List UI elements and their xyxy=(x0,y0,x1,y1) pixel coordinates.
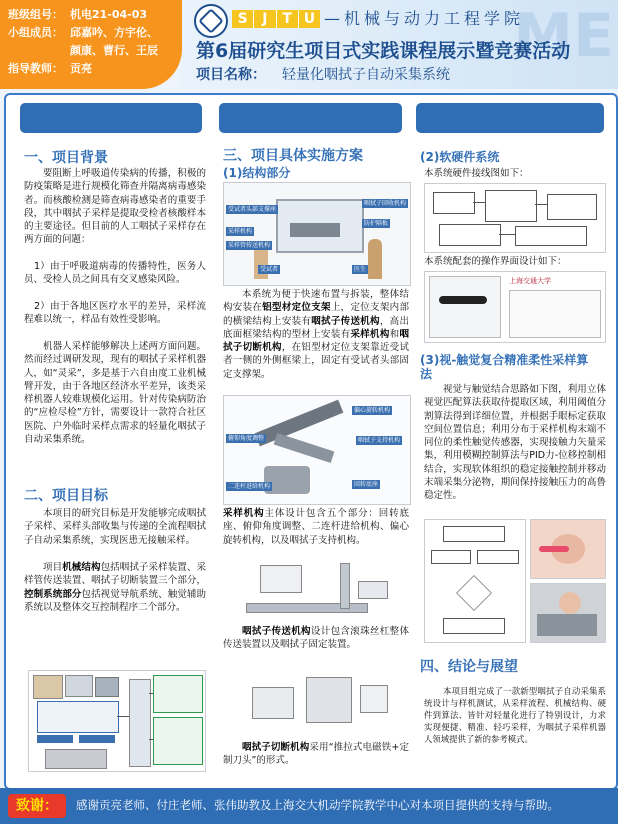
watermark: ME xyxy=(513,1,614,71)
operation-interface xyxy=(424,271,606,343)
label-tube-transfer: 采样管传送机构 xyxy=(228,242,271,249)
tactile-sampling-photo xyxy=(530,519,606,579)
main-panel xyxy=(4,93,618,790)
advisor-value: 贡亮 xyxy=(70,62,92,75)
structure-paragraph: 本系统为便于快速布置与拆装，整体结构安装在铝型材定位支架上，定位支架内部的横梁结构上安装有咽拭子传送机构，高出底面框梁结构的型材上安装有采样机构和咽拭子切断机构，在铝型材定位支架靠近受试者一侧的外侧框梁上，固定有受试者头部固定支撑架。 xyxy=(223,289,409,380)
ui-banner: 上海交通大学 xyxy=(509,277,551,285)
control-box xyxy=(153,675,203,713)
cutting-paragraph: 咽拭子切断机构采用“推拉式电磁铁+定制刀头”的形式。 xyxy=(223,742,409,767)
transfer-mechanism-figure xyxy=(240,555,392,625)
goal-title: 二、项目目标 xyxy=(24,488,108,504)
subject-image xyxy=(33,675,63,699)
label-head-support: 受试者头部支撑座 xyxy=(228,206,277,213)
label-sampling-mechanism: 采样机构 xyxy=(228,228,253,235)
ui-swab-image xyxy=(439,296,487,304)
label-pitch-adjust: 俯仰角度调整 xyxy=(228,435,265,442)
robot-test-photo xyxy=(530,583,606,643)
flow-box-mechanism xyxy=(37,701,119,733)
label-two-link-feed: 二连杆进给机构 xyxy=(228,483,271,490)
group-label: 班级组号： xyxy=(8,8,63,21)
wiring-diagram xyxy=(424,183,606,253)
software-box xyxy=(153,717,203,765)
vertical-rod xyxy=(340,563,350,609)
flow-label xyxy=(37,735,73,743)
department-name: —机械与动力工程学院 xyxy=(324,9,525,28)
members-line1: 邱嘉吟、方宇伦、 xyxy=(70,26,158,39)
plan-title: 三、项目具体实施方案 xyxy=(223,148,363,164)
goal-p2: 项目机械结构包括咽拭子采样装置、采样管传送装置、咽拭子切断装置三个部分，控制系统部分包括视觉导航系统、触觉辅助系统以及整体交互控制程序二个部分。 xyxy=(24,562,206,613)
blade-part xyxy=(360,685,388,713)
transfer-device-image xyxy=(45,749,107,769)
thanks-text: 感谢贡亮老师、付庄老师、张伟助教及上海交大机动学院教学中心对本项目提供的支持与帮助。 xyxy=(76,798,559,812)
sampling-device-image xyxy=(65,675,93,697)
overall-structure-figure xyxy=(223,182,411,286)
sampling-mechanism-figure xyxy=(223,395,411,505)
sjtu-letter: J xyxy=(254,10,276,28)
group-value: 机电21-04-03 xyxy=(70,8,148,21)
label-eccentric-rotation: 偏心旋转机构 xyxy=(354,407,391,414)
background-p3: 2）由于各地区医疗水平的差异，采样流程难以统一，样品有效性受影响。 xyxy=(24,301,206,326)
label-swab-recovery: 咽拭子回收机构 xyxy=(364,200,407,207)
university-logo-icon xyxy=(194,4,228,38)
structure-subtitle: (1)结构部分 xyxy=(223,166,291,180)
system-flow-diagram xyxy=(28,670,206,772)
sampling-paragraph: 采样机构主体设计包含五个部分：回转底座、俯仰角度调整、二连杆进给机构、偏心旋转机构，以及咽拭子支持机构。 xyxy=(223,508,409,546)
sjtu-letter: T xyxy=(277,10,299,28)
ui-canvas xyxy=(509,290,601,338)
flow-label xyxy=(79,735,115,743)
label-rotating-base: 回转底座 xyxy=(354,481,379,488)
members-line2: 颜康、曹行、王辰 xyxy=(70,44,158,57)
doctor-figure xyxy=(368,239,382,279)
group-row xyxy=(8,8,147,21)
sjtu-letters xyxy=(232,10,320,28)
label-subject: 受试者 xyxy=(260,266,279,273)
hardware-caption: 本系统硬件接线图如下： xyxy=(424,168,529,179)
arm-link xyxy=(274,433,335,463)
column-image xyxy=(129,679,151,767)
ui-panel xyxy=(429,276,501,338)
column-header-left xyxy=(20,103,202,133)
sjtu-letter: U xyxy=(303,11,316,27)
members-label: 小组成员： xyxy=(8,26,63,39)
hardware-software-subtitle: (2)软硬件系统 xyxy=(420,150,500,164)
robot-arm-image xyxy=(95,677,119,697)
members-row xyxy=(8,26,158,39)
event-title: 第6届研究生项目式实践课程展示暨竞赛活动 xyxy=(196,40,571,62)
algorithm-flowchart xyxy=(424,519,526,643)
sjtu-letter: S xyxy=(232,10,254,28)
background-p2: 1）由于呼吸道病毒的传播特性，医务人员、受检人员之间具有交叉感染风险。 xyxy=(24,261,206,286)
solenoid-part xyxy=(306,677,352,723)
goal-p1: 本项目的研究目标是开发能够完成咽拭子采样、采样头部收集与传递的全流程咽拭子自动采集系统，实现医患无接触采样。 xyxy=(24,508,206,546)
sampling-machine xyxy=(290,223,340,237)
advisor-label: 指导教师： xyxy=(8,62,63,75)
visual-tactile-paragraph: 视觉与触觉结合思路如下图，利用立体视觉匹配算法获取待提取区域，利用阈值分割算法得到详细位置，并根据手眼标定获取空间位置信息；利用分布于采样机构末端不同位的柔性触觉传感器，实现接触力矢量采集，利用模糊控制算法与PID力-位移控制相结合，实现软体组织的稳定接触控制并移动末端采集分泌物，期间保持接触压力的高鲁稳定性。 xyxy=(424,384,606,502)
swab-holder xyxy=(358,581,388,599)
visual-tactile-subtitle: (3)视-触觉复合精准柔性采样算法 xyxy=(420,353,589,381)
label-doctor: 医生 xyxy=(354,266,367,273)
column-header-right xyxy=(416,103,604,133)
project-name: 轻量化咽拭子自动采集系统 xyxy=(282,67,450,83)
ui-caption: 本系统配套的操作界面设计如下： xyxy=(424,256,567,267)
background-title: 一、项目背景 xyxy=(24,150,108,166)
label-protective-partition: 防护隔板 xyxy=(364,220,389,227)
fixing-device xyxy=(260,565,302,593)
transfer-paragraph: 咽拭子传送机构设计包含滚珠丝杠整体传送装置以及咽拭子固定装置。 xyxy=(223,626,409,651)
advisor-row xyxy=(8,62,92,75)
conclusion-title: 四、结论与展望 xyxy=(420,659,518,675)
team-info-panel xyxy=(0,0,182,89)
cutting-mechanism-figure xyxy=(242,667,392,735)
thanks-label: 致谢： xyxy=(8,794,66,818)
column-header-middle xyxy=(219,103,402,133)
label-swab-support: 咽拭子支持机构 xyxy=(358,437,401,444)
members-row-2 xyxy=(70,44,158,57)
background-p1: 要阻断上呼吸道传染病的传播，积极的防疫策略是进行规模化筛查并隔离病毒感染者。而核酸检测是筛查病毒感染者的重要手段，其中咽拭子采样是提取受检者核酸样本的主要途径。但目前的人工咽拭子采样存在两方面的问题： xyxy=(24,168,206,246)
conclusion-paragraph: 本项目组完成了一款新型咽拭子自动采集系统设计与样机测试，从采样流程、机械结构、硬件到算法、皆针对轻量化进行了特别设计，力求实现便捷、精准、轻巧采样，为咽拭子采样机器人领域提供了新的参考模式。 xyxy=(424,686,606,744)
cutter-part xyxy=(252,687,294,719)
project-label: 项目名称： xyxy=(196,67,266,83)
background-p4: 机器人采样能够解决上述两方面问题。然而经过调研发现，现有的咽拭子采样机器人，如“灵采”，多是基于六自由度工业机械臂开发，由于各地区经济水平差异，该类采样机器人较难规模化运用。针对传染病防治的“应检尽检”方针，需要设计一款符合社区医院、户外临时采样点需求的轻量化咽拭子自动采集系统。 xyxy=(24,341,206,446)
